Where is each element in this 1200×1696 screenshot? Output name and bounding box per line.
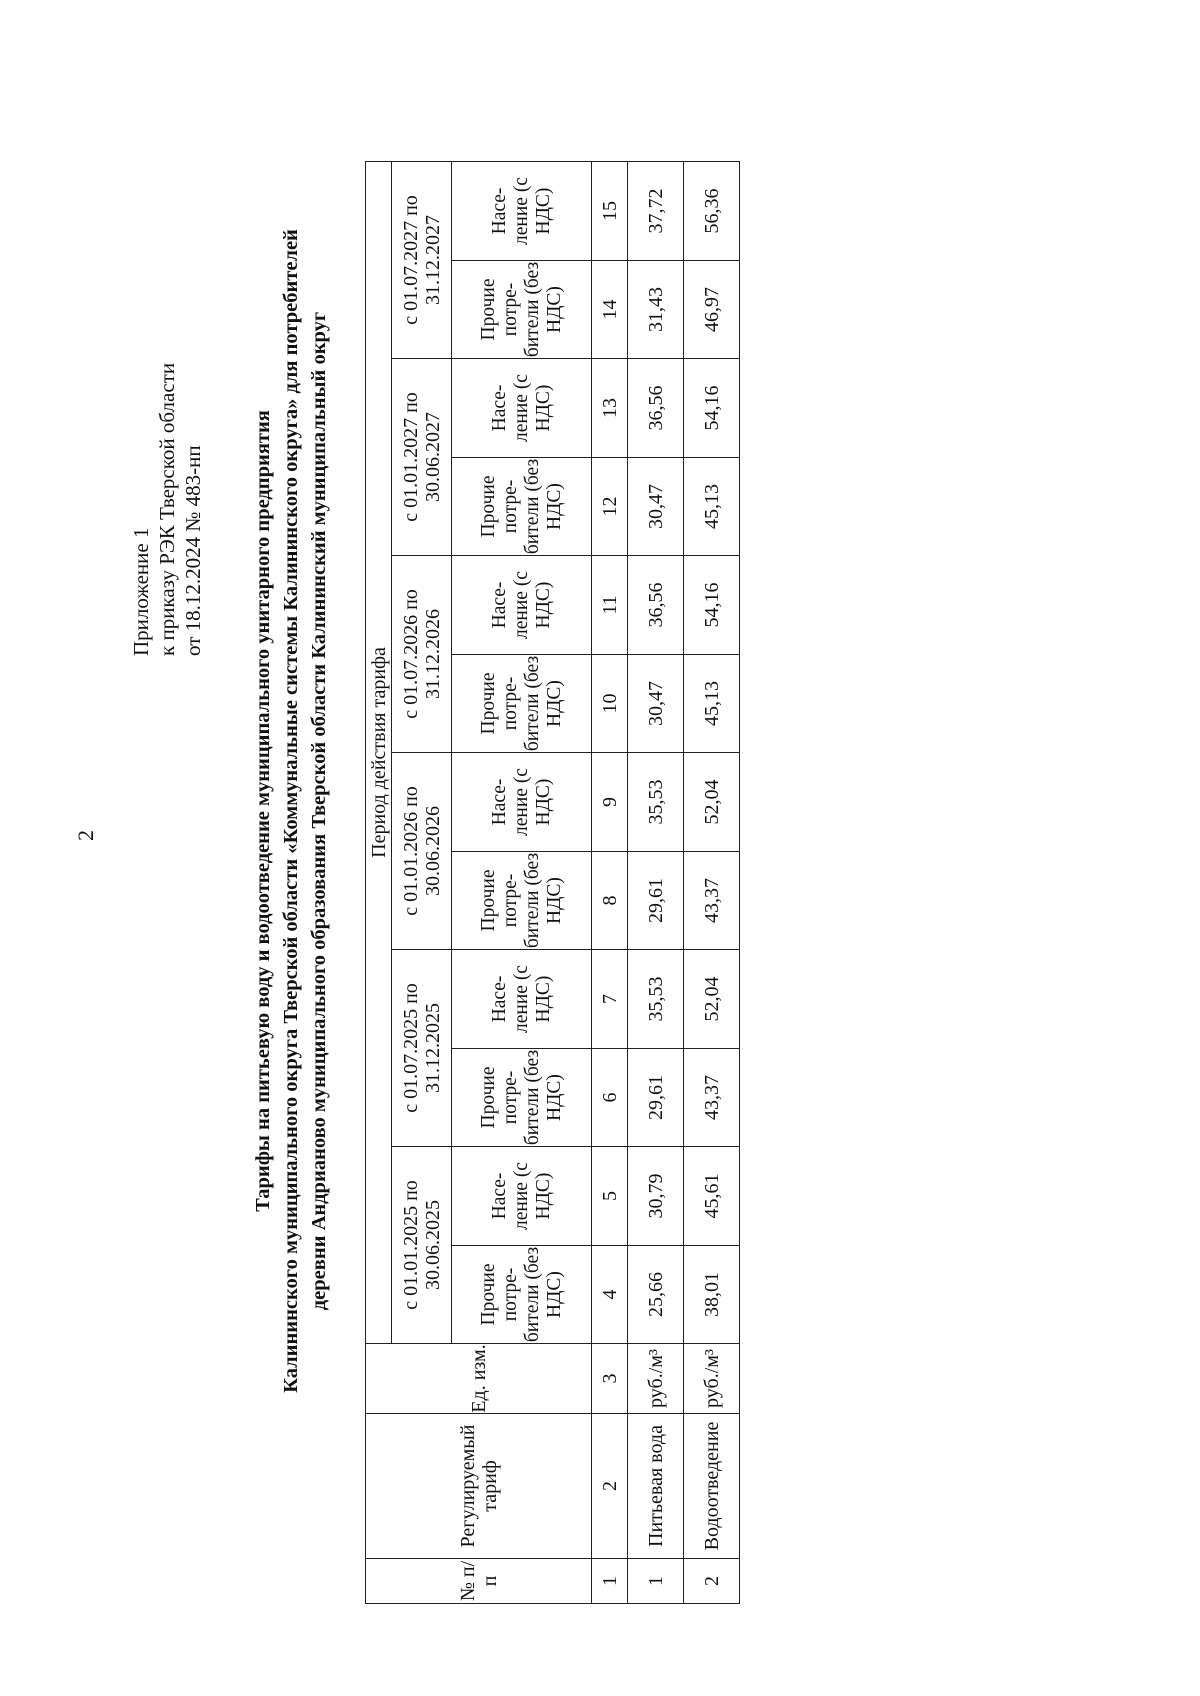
column-number: 6 (592, 1049, 628, 1147)
row-value: 45,13 (684, 655, 740, 753)
header-population: Насе- ление (с НДС) (452, 556, 592, 655)
column-number: 15 (592, 162, 628, 261)
row-value: 36,56 (628, 556, 684, 655)
row-value: 45,61 (684, 1147, 740, 1246)
header-unit: Ед. изм. (366, 1344, 592, 1414)
header-tariff: Регулируемый тариф (366, 1414, 592, 1559)
header-population: Насе- ление (с НДС) (452, 753, 592, 852)
column-number: 3 (592, 1344, 628, 1414)
column-number: 11 (592, 556, 628, 655)
row-value: 29,61 (628, 852, 684, 950)
column-number: 9 (592, 753, 628, 852)
header-population: Насе- ление (с НДС) (452, 950, 592, 1049)
header-population: Насе- ление (с НДС) (452, 359, 592, 458)
column-number-row (592, 162, 628, 1604)
row-value: 35,53 (628, 950, 684, 1049)
row-value: 30,47 (628, 458, 684, 556)
column-number: 12 (592, 458, 628, 556)
row-value: 30,47 (628, 655, 684, 753)
page-number: 2 (73, 830, 98, 841)
row-value: 25,66 (628, 1246, 684, 1344)
header-other-consumers: Прочие потре- бители (без НДС) (452, 261, 592, 359)
appendix-line-3: от 18.12.2024 № 483-нп (181, 445, 205, 656)
column-number: 13 (592, 359, 628, 458)
row-value: 30,79 (628, 1147, 684, 1246)
row-num: 1 (628, 1559, 684, 1604)
column-number: 10 (592, 655, 628, 753)
column-number: 2 (592, 1414, 628, 1559)
table-row (628, 162, 684, 1604)
row-value: 35,53 (628, 753, 684, 852)
header-period-5: с 01.01.2027 по 30.06.2027 (392, 359, 452, 556)
row-value: 54,16 (684, 556, 740, 655)
header-other-consumers: Прочие потре- бители (без НДС) (452, 655, 592, 753)
document-title-line-3: деревни Андрианово муниципального образования Тверской области Калининский муниципальный округ (308, 311, 330, 1311)
row-value: 45,13 (684, 458, 740, 556)
column-number: 7 (592, 950, 628, 1049)
header-period: Период действия тарифа (366, 162, 392, 1344)
row-num: 2 (684, 1559, 740, 1604)
column-number: 14 (592, 261, 628, 359)
row-tariff-name: Водоотведение (684, 1414, 740, 1559)
row-unit: руб./м³ (684, 1344, 740, 1414)
document-title-line-2: Калининского муниципального округа Тверской области «Коммунальные системы Калининского округа» для потребителей (280, 229, 302, 1393)
header-num: № п/ п (366, 1559, 592, 1604)
row-value: 56,36 (684, 162, 740, 261)
row-value: 31,43 (628, 261, 684, 359)
header-other-consumers: Прочие потре- бители (без НДС) (452, 852, 592, 950)
row-value: 52,04 (684, 950, 740, 1049)
row-unit: руб./м³ (628, 1344, 684, 1414)
appendix-note (128, 363, 206, 656)
header-other-consumers: Прочие потре- бители (без НДС) (452, 1246, 592, 1344)
header-period-1: с 01.01.2025 по 30.06.2025 (392, 1147, 452, 1344)
column-number: 8 (592, 852, 628, 950)
row-value: 46,97 (684, 261, 740, 359)
document-title-line-1: Тарифы на питьевую воду и водоотведение муниципального унитарного предприятия (252, 410, 274, 1212)
header-other-consumers: Прочие потре- бители (без НДС) (452, 1049, 592, 1147)
header-period-4: с 01.07.2026 по 31.12.2026 (392, 556, 452, 753)
header-other-consumers: Прочие потре- бители (без НДС) (452, 458, 592, 556)
row-value: 43,37 (684, 852, 740, 950)
appendix-line-1: Приложение 1 (129, 527, 153, 656)
header-period-2: с 01.07.2025 по 31.12.2025 (392, 950, 452, 1147)
row-value: 43,37 (684, 1049, 740, 1147)
header-population: Насе- ление (с НДС) (452, 162, 592, 261)
appendix-line-2: к приказу РЭК Тверской области (155, 362, 179, 656)
row-value: 29,61 (628, 1049, 684, 1147)
column-number: 4 (592, 1246, 628, 1344)
row-value: 37,72 (628, 162, 684, 261)
row-value: 54,16 (684, 359, 740, 458)
row-tariff-name: Питьевая вода (628, 1414, 684, 1559)
row-value: 52,04 (684, 753, 740, 852)
column-number: 1 (592, 1559, 628, 1604)
header-population: Насе- ление (с НДС) (452, 1147, 592, 1246)
row-value: 36,56 (628, 359, 684, 458)
row-value: 38,01 (684, 1246, 740, 1344)
header-period-6: с 01.07.2027 по 31.12.2027 (392, 162, 452, 359)
table-row (684, 162, 740, 1604)
header-period-3: с 01.01.2026 по 30.06.2026 (392, 753, 452, 950)
column-number: 5 (592, 1147, 628, 1246)
tariff-table (365, 161, 740, 1604)
